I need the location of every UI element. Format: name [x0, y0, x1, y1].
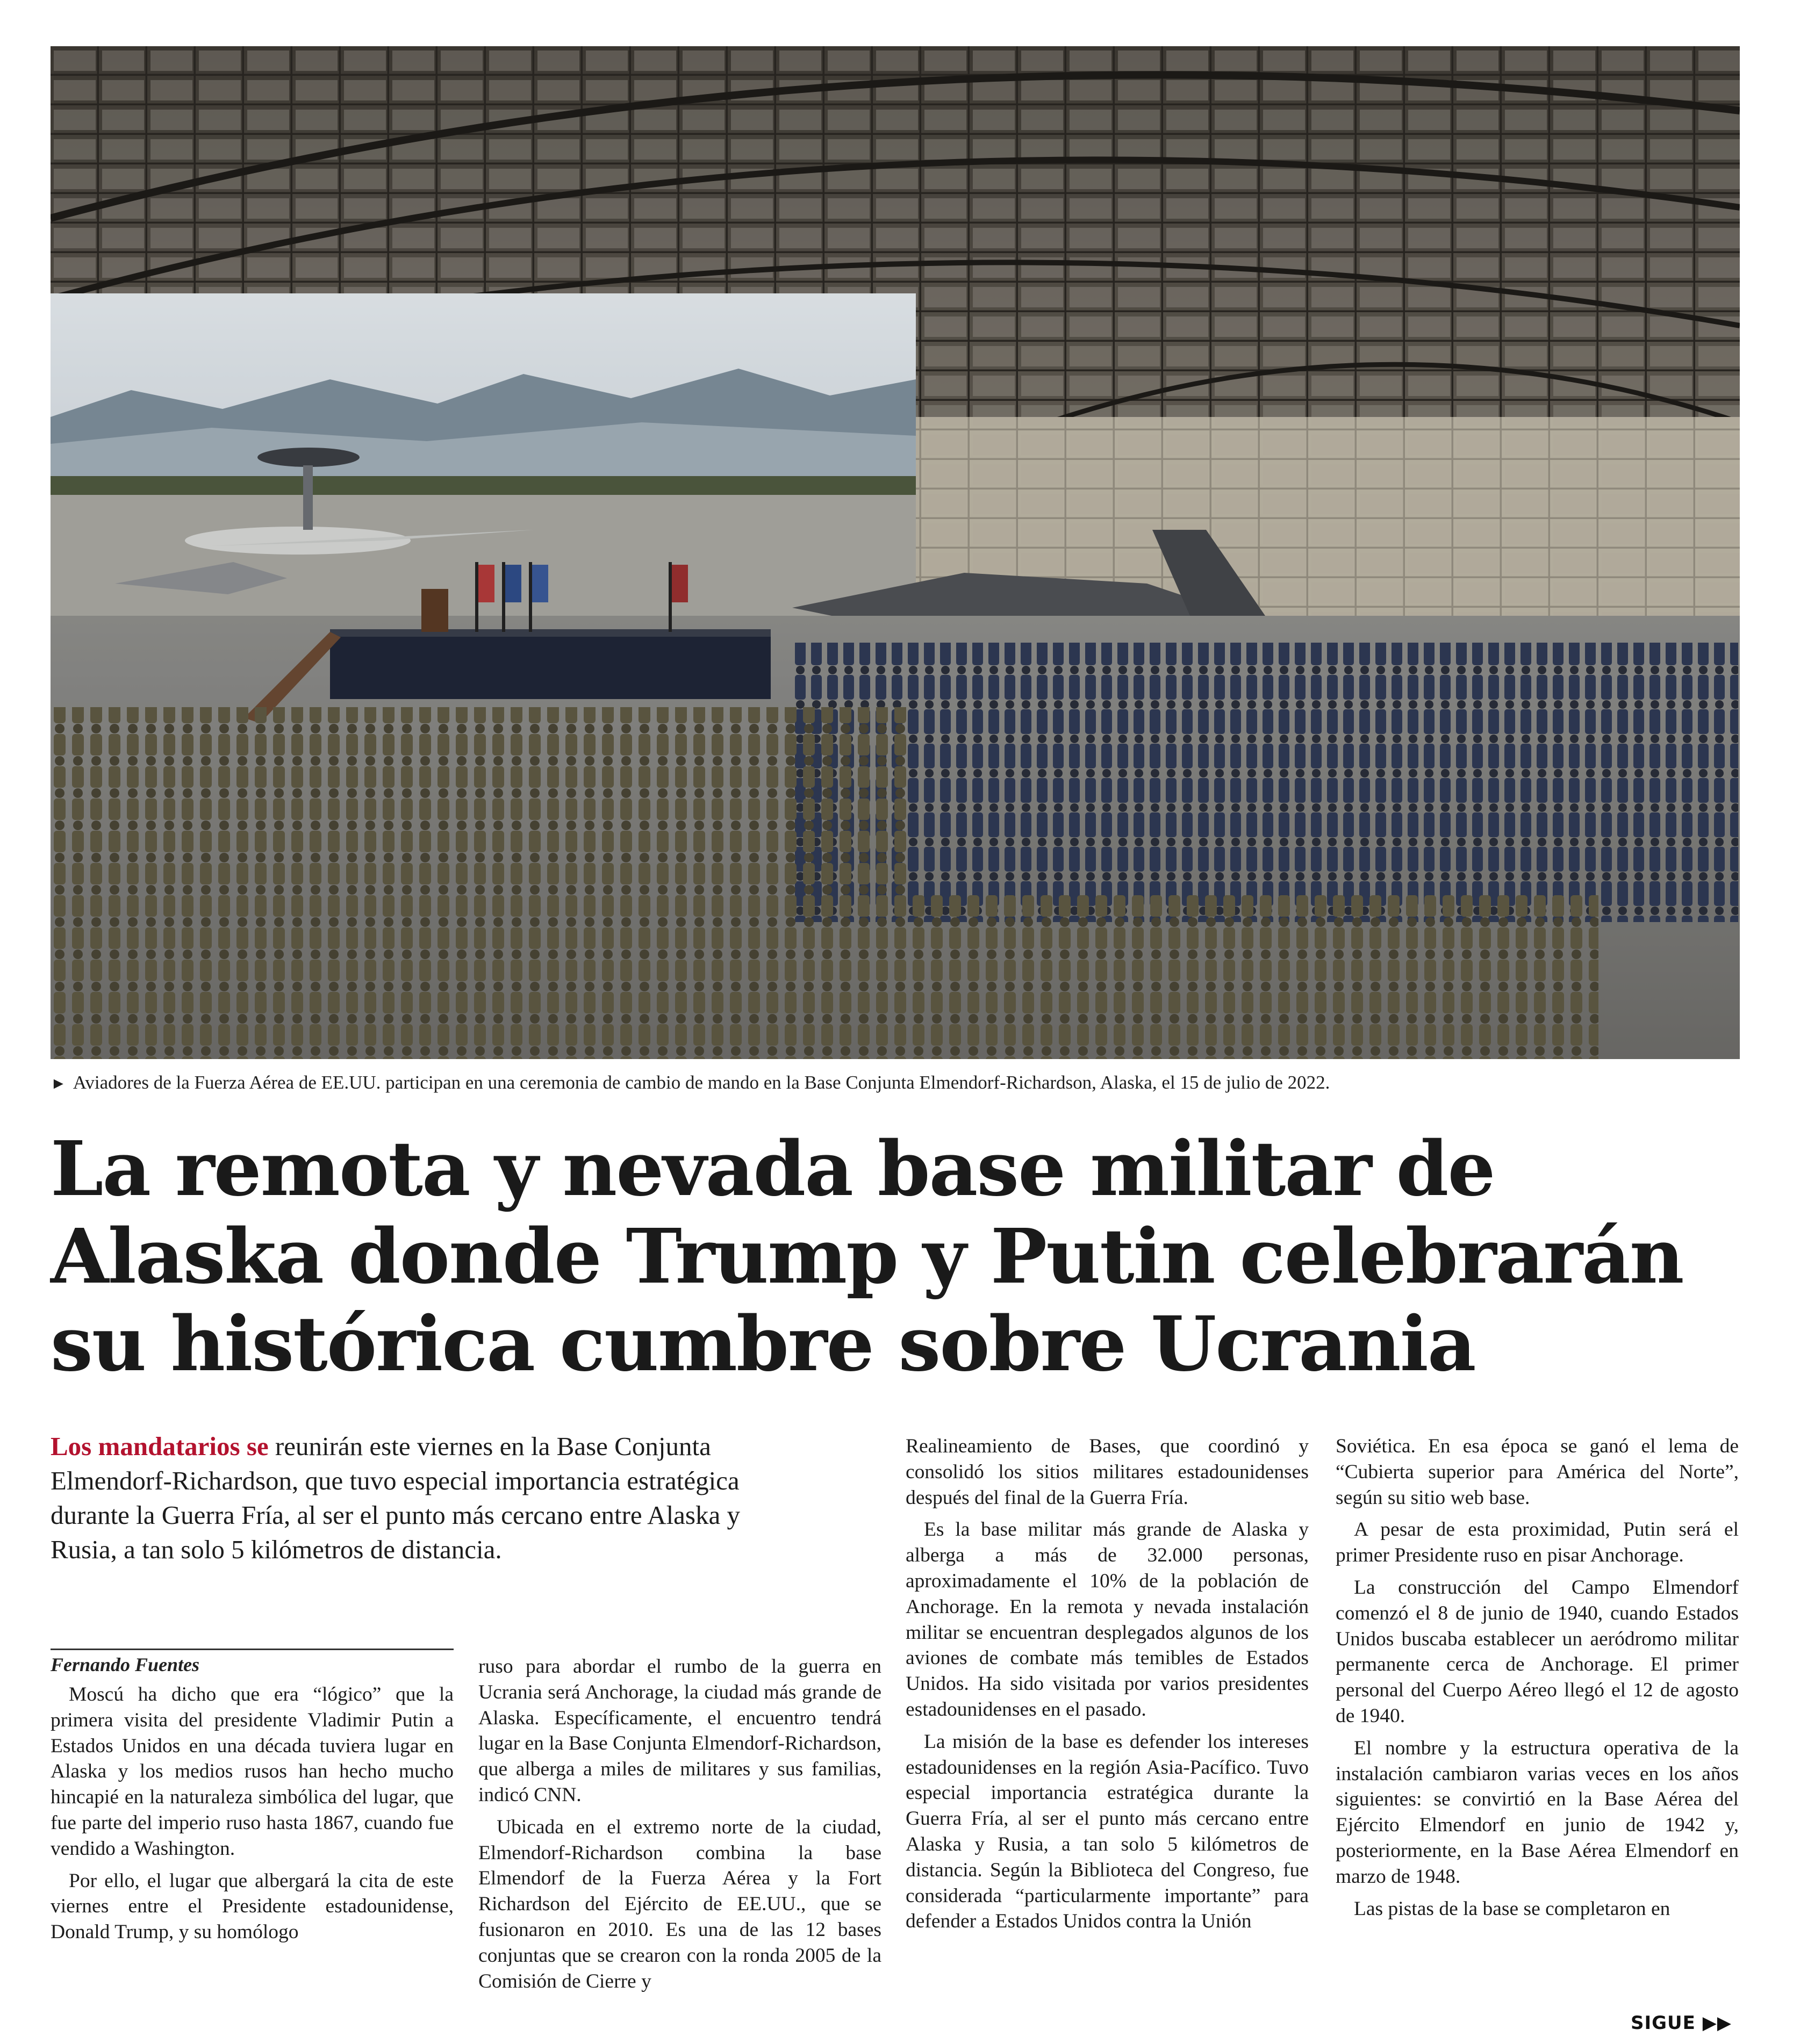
paragraph: Por ello, el lugar que albergará la cita de este viernes entre el Presidente estadounidense, Donald Trump, y su homólogo — [51, 1869, 454, 1944]
article-lead — [51, 1429, 755, 1567]
caption-marker: ► — [51, 1075, 67, 1092]
lead-text: reunirán este viernes en la Base Conjunta Elmendorf-Richardson, que tuvo especial importancia estratégica durante la Guerra Fría, al ser el punto más cercano entre Alaska y Rusia, a tan solo 5 kilómetros de distancia. — [51, 1431, 740, 1564]
headline-line-3: su histórica cumbre sobre Ucrania — [51, 1300, 1475, 1388]
paragraph: La misión de la base es defender los intereses estadounidenses en la región Asia-Pacífico. Tuvo especial importancia estratégica durante la Guerra Fría, al ser el punto más cercano entre Alaska y Rusia, a tan solo 5 kilómetros de distancia. Según la Biblioteca del Congreso, fue considerada “particularmente importante” para defender a Estados Unidos contra la Unión — [906, 1730, 1309, 1933]
paragraph: Es la base militar más grande de Alaska y alberga a más de 32.000 personas, aproximadamente el 10% de la población de Anchorage. En la remota y nevada instalación militar se encuentran desplegados algunos de los aviones de combate más temibles de Estados Unidos. Ha sido visitada por varios presidentes estadounidenses en el pasado. — [906, 1518, 1309, 1721]
paragraph: A pesar de esta proximidad, Putin será el primer Presidente ruso en pisar Anchorage. — [1336, 1518, 1739, 1567]
hangar-ceremony-photo — [51, 46, 1740, 1059]
paragraph: ruso para abordar el rumbo de la guerra en Ucrania será Anchorage, la ciudad más grande de Alaska. Específicamente, el encuentro tendrá lugar en la Base Conjunta Elmendorf-Richardson, que alberga a miles de militares y sus familias, indicó CNN. — [478, 1656, 881, 1806]
photo-illustration — [51, 46, 1740, 1059]
paragraph: La construcción del Campo Elmendorf comenzó el 8 de junio de 1940, cuando Estados Unidos buscaba establecer un aeródromo militar permanente cerca de Anchorage. El primer personal del Cuerpo Aéreo llegó el 12 de agosto de 1940. — [1336, 1576, 1739, 1727]
paragraph: Realineamiento de Bases, que coordinó y consolidó los sitios militares estadounidenses después del final de la Guerra Fría. — [906, 1435, 1309, 1509]
continue-marker: SIGUE ▶▶ — [1631, 2012, 1732, 2034]
body-column-4 — [1336, 1434, 1739, 1928]
photo-caption — [51, 1071, 1744, 1096]
lead-highlight: Los mandatarios se — [51, 1431, 269, 1461]
headline-line-1: La remota y nevada base militar de — [51, 1125, 1495, 1213]
paragraph: Ubicada en el extremo norte de la ciudad, Elmendorf-Richardson combina la base Elmendorf de la Fuerza Aérea y la Fort Richardson del Ejército de EE.UU., que se fusionaron en 2010. Es una de las 12 bases conjuntas que se crearon con la ronda 2005 de la Comisión de Cierre y — [478, 1816, 881, 1992]
article-headline — [51, 1126, 1749, 1388]
byline-rule — [51, 1649, 454, 1650]
paragraph: Moscú ha dicho que era “lógico” que la primera visita del presidente Vladimir Putin a Estados Unidos en una década tuviera lugar en Alaska y los medios rusos han hecho mucho hincapié en la naturaleza simbólica del lugar, que fue parte del imperio ruso hasta 1867, cuando fue vendido a Washington. — [51, 1683, 454, 1860]
author-byline: Fernando Fuentes — [51, 1654, 200, 1675]
paragraph: Soviética. En esa época se ganó el lema de “Cubierta superior para América del Norte”, según su sitio web base. — [1336, 1435, 1739, 1509]
body-column-1 — [51, 1682, 454, 1952]
paragraph: Las pistas de la base se completaron en — [1354, 1897, 1670, 1920]
headline-line-2: Alaska donde Trump y Putin celebrarán — [51, 1213, 1683, 1301]
body-column-2 — [478, 1654, 881, 2000]
paragraph: El nombre y la estructura operativa de la instalación cambiaron varias veces en los años siguientes: se convirtió en la Base Aérea del Ejército Elmendorf en junio de 1942 y, posteriormente, en la Base Aérea Elmendorf en marzo de 1948. — [1336, 1737, 1739, 1888]
body-column-3 — [906, 1434, 1309, 1941]
caption-text: Aviadores de la Fuerza Aérea de EE.UU. participan en una ceremonia de cambio de mando en la Base Conjunta Elmendorf-Richardson, Alaska, el 15 de julio de 2022. — [73, 1072, 1330, 1093]
